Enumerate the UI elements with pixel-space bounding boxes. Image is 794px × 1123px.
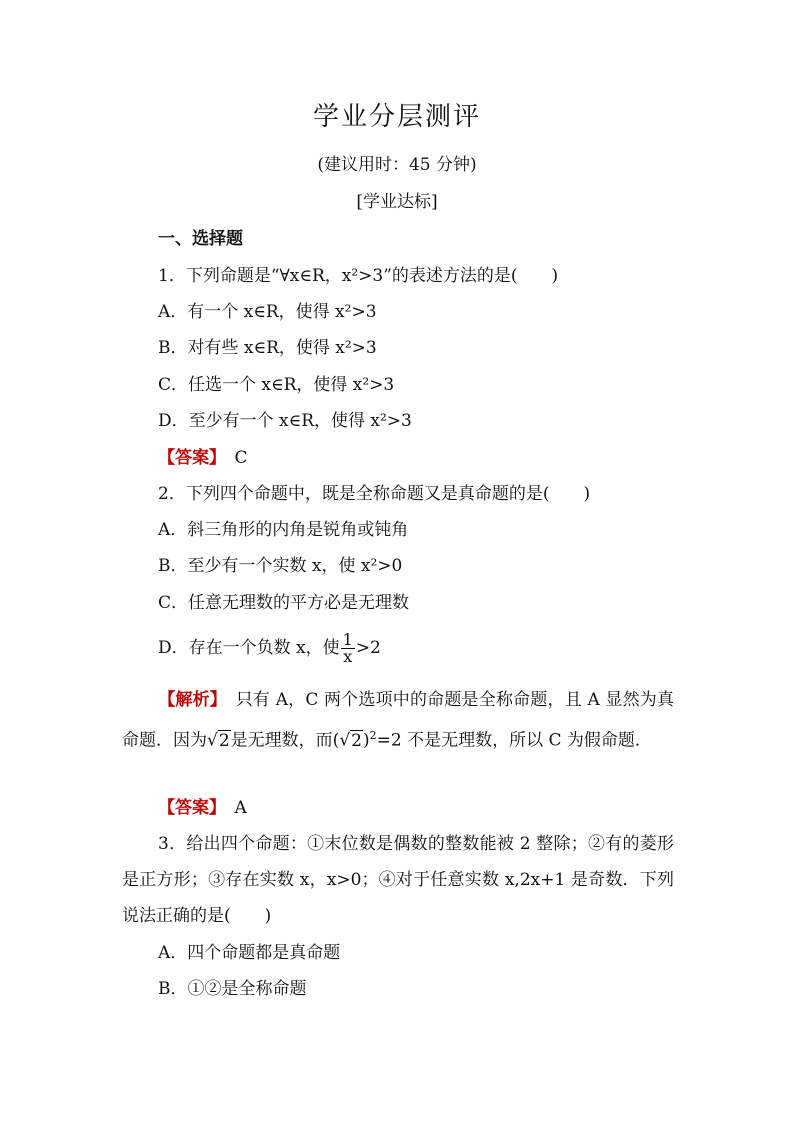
- q1-option-c: C．任选一个 x∈R，使得 x²>3: [158, 375, 395, 395]
- question-1-stem: [158, 266, 558, 286]
- page-title: 学业分层测评: [312, 102, 481, 132]
- q1-option-d: D．至少有一个 x∈R，使得 x²>3: [158, 411, 412, 431]
- time-note: (建议用时：45 分钟): [317, 155, 477, 175]
- q2-option-c: C．任意无理数的平方必是无理数: [158, 593, 410, 613]
- analysis-text-3: ): [362, 730, 370, 751]
- q2-option-d-post: >2: [355, 638, 381, 658]
- q1-stem-pre: 1．下列命题是“∀: [158, 266, 290, 286]
- q3-option-a: A．四个命题都是真命题: [158, 943, 341, 963]
- answer-tag: 【答案】: [158, 798, 218, 818]
- q1-option-b: B．对有些 x∈R，使得 x²>3: [158, 338, 377, 358]
- sqrt-radicand: 2: [218, 730, 230, 751]
- analysis-tag: 【解析】: [158, 690, 219, 710]
- analysis-text-2: 是无理数，而(: [230, 730, 340, 751]
- analysis-text-4: =2 不是无理数，所以 C 为假命题．: [376, 730, 652, 751]
- fraction-numerator: 1: [342, 630, 353, 649]
- section-tag: [学业达标]: [356, 192, 438, 212]
- q2-analysis: 【解析】 只有 A，C 两个选项中的命题是全称命题，且 A 显然为真命题．因为√2是无理数，而$(√2)^2=2$ 不是无理数，所以 C 为假命题．: [122, 690, 675, 751]
- q2-option-d-pre: D．存在一个负数 x，使: [158, 638, 340, 658]
- q1-option-a: A．有一个 x∈R，使得 x²>3: [158, 302, 377, 322]
- analysis-text-1: 只有 A，C 两个选项中的命题是全称命题，且 A 显然为真命题．因为: [122, 690, 675, 751]
- fraction: [341, 632, 355, 665]
- answer-value: A: [234, 798, 247, 818]
- q3-option-b: B．①②是全称命题: [158, 979, 307, 999]
- answer-value: C: [234, 448, 248, 468]
- question-3-stem: [122, 826, 674, 934]
- q1-answer: [158, 448, 248, 468]
- fraction-denominator: x: [343, 647, 353, 666]
- q2-answer: [158, 798, 247, 818]
- part-heading: 一、选择题: [158, 229, 243, 249]
- q2-option-a: A．斜三角形的内角是锐角或钝角: [158, 520, 409, 540]
- q3-stem-text: 3．给出四个命题：①末位数是偶数的整数能被 2 整除；②有的菱形是正方形；③存在实数 x，x>0；④对于任意实数 x,2x+1 是奇数．下列说法正确的是( ): [122, 834, 674, 926]
- q2-option-d: [158, 630, 381, 666]
- answer-tag: 【答案】: [158, 448, 218, 468]
- q1-stem-post: ”的表述方法的是( ): [383, 266, 559, 286]
- q1-stem-math: x∈R，x²>3: [289, 266, 384, 286]
- exponent: 2: [369, 729, 377, 742]
- question-2-stem: 2．下列四个命题中，既是全称命题又是真命题的是( ): [158, 484, 591, 504]
- sqrt-radicand-2: 2: [351, 730, 362, 751]
- q2-option-b: B．至少有一个实数 x，使 x²>0: [158, 556, 403, 576]
